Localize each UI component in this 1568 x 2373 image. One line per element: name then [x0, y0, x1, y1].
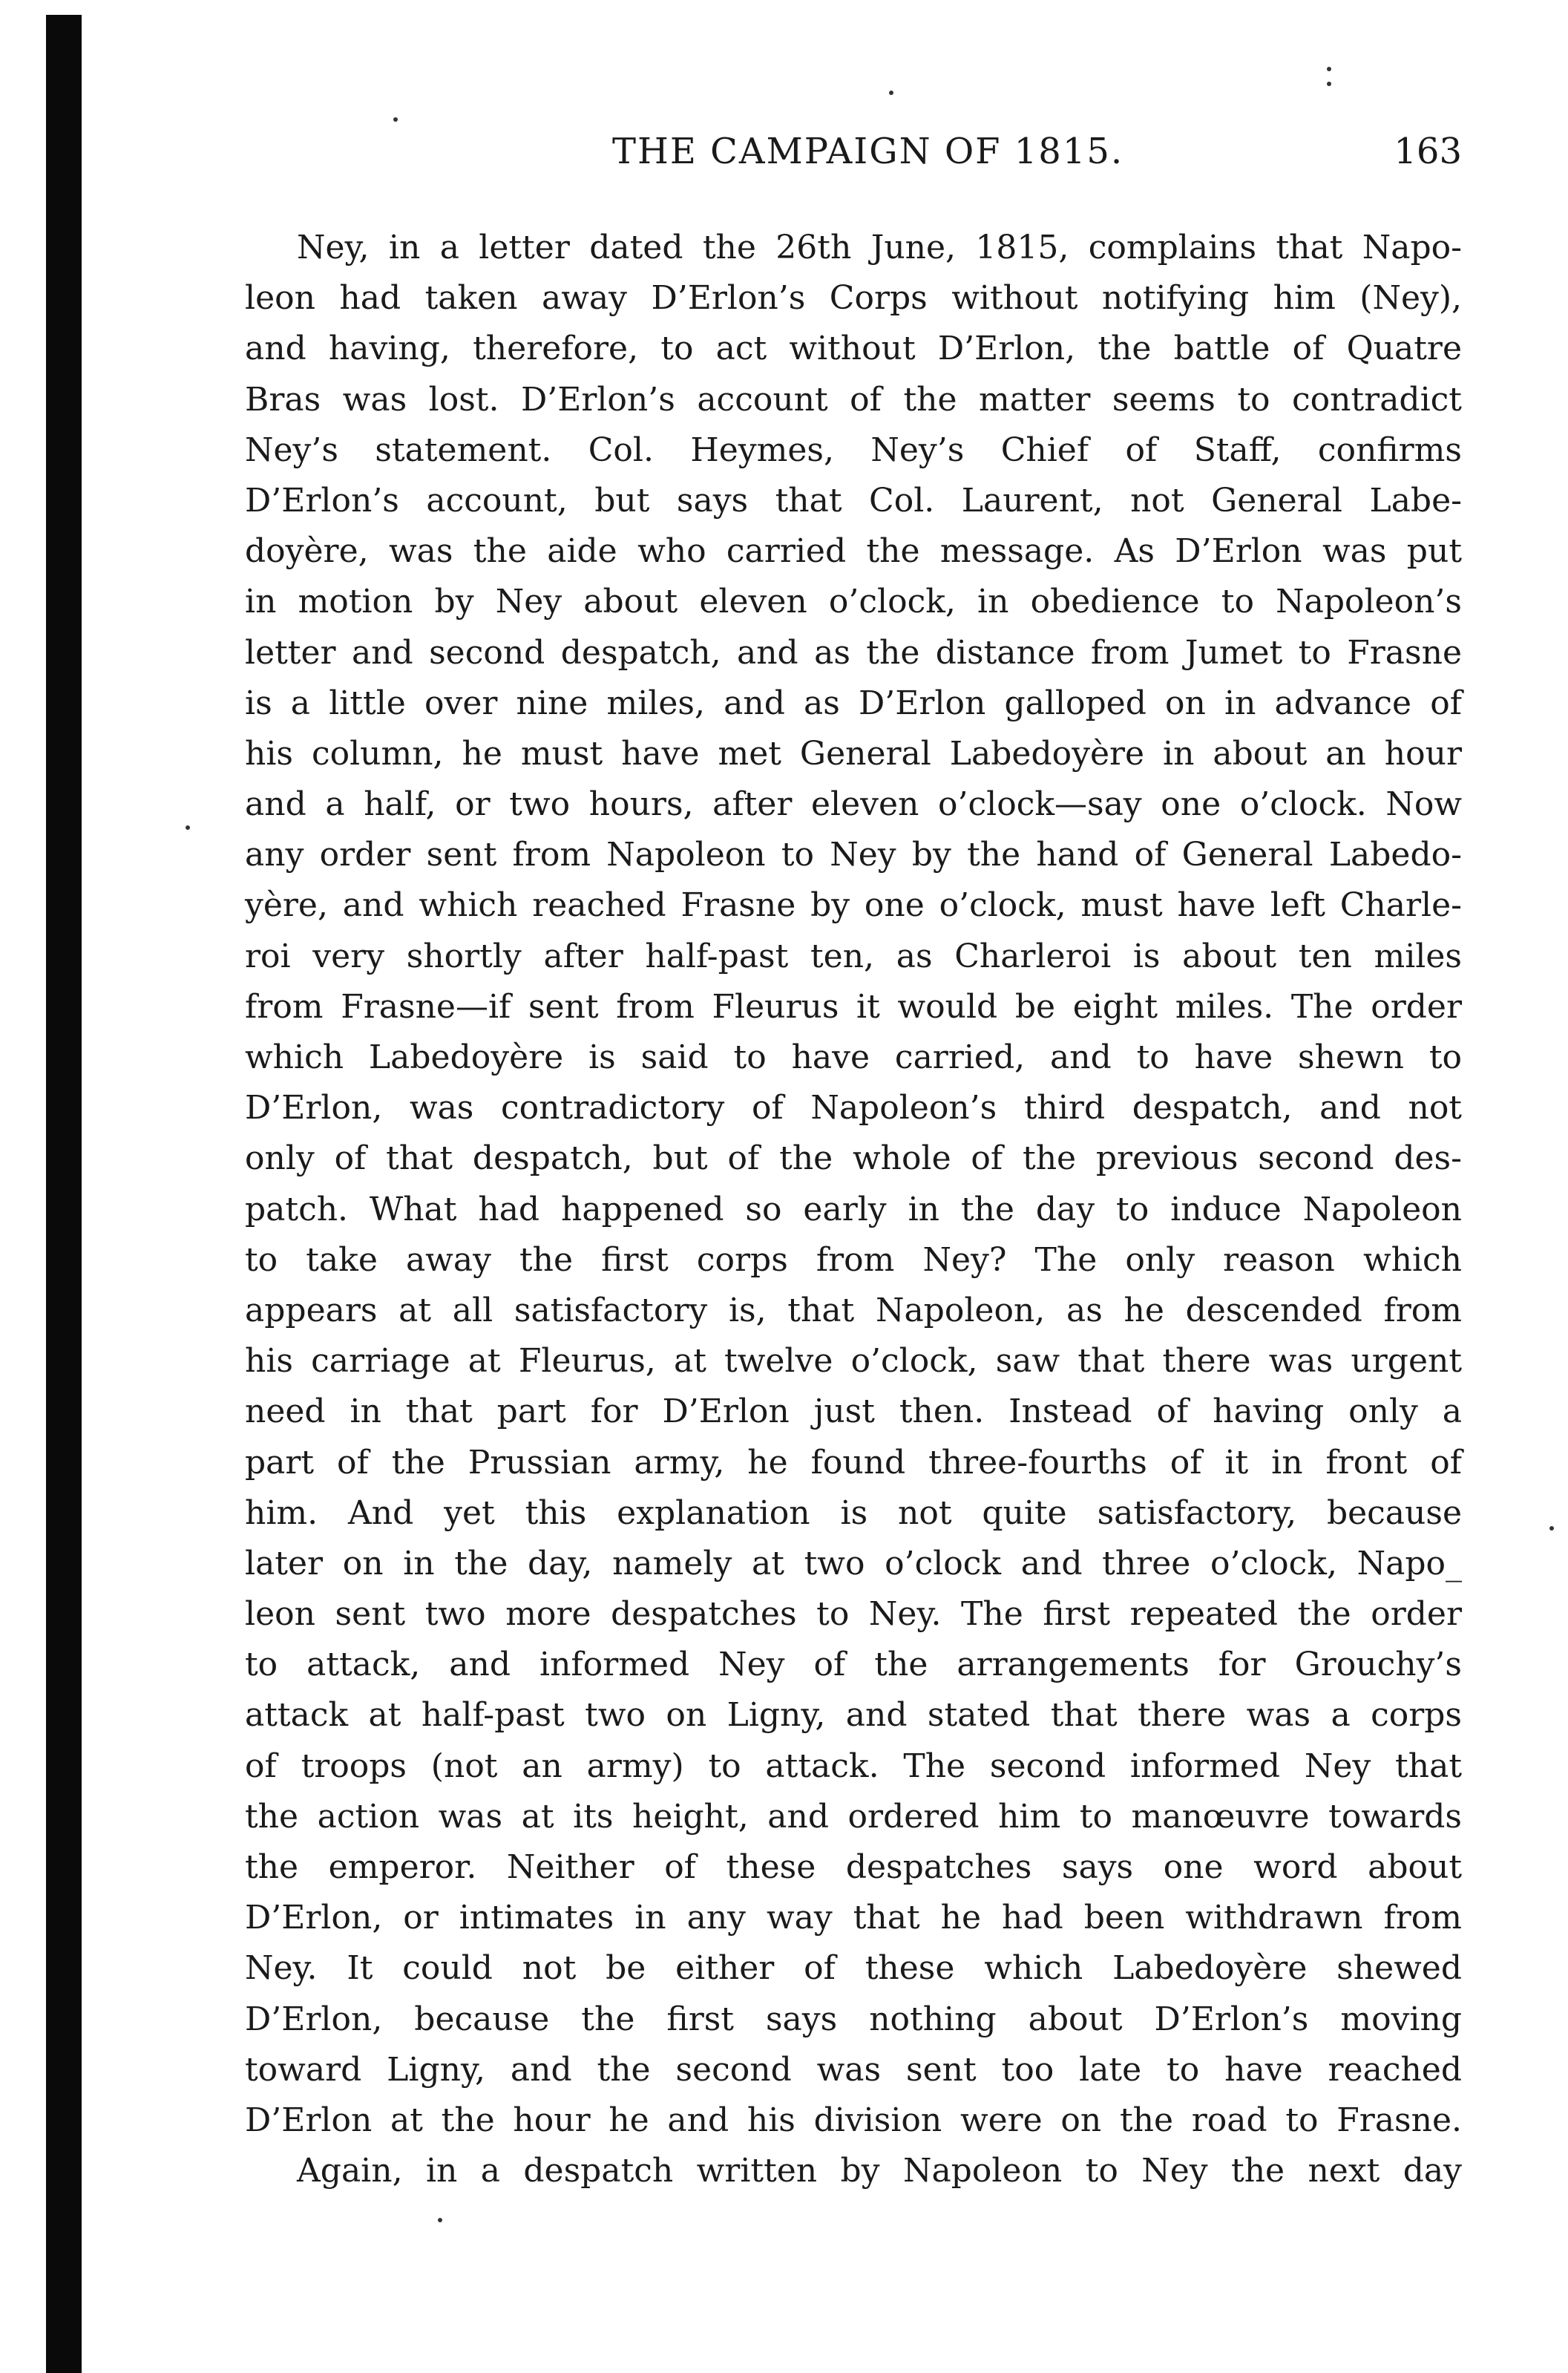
- text-line: Again, in a despatch written by Napoleon to Ney the next day: [297, 2152, 1462, 2190]
- text-line: his column, he must have met General Labedoyère in about an hour: [245, 734, 1462, 773]
- text-line: the action was at its height, and ordered him to manœuvre towards: [245, 1797, 1462, 1836]
- text-line: toward Ligny, and the second was sent too late to have reached: [245, 2050, 1462, 2089]
- text-line: from Frasne—if sent from Fleurus it would be eight miles. The order: [245, 987, 1462, 1026]
- text-line: any order sent from Napoleon to Ney by the hand of General Labedo-: [245, 836, 1462, 874]
- scan-speck: [186, 825, 190, 830]
- text-line: doyère, was the aide who carried the message. As D’Erlon was put: [245, 532, 1462, 571]
- text-line: is a little over nine miles, and as D’Erlon galloped on in advance of: [245, 684, 1462, 722]
- text-line: patch. What had happened so early in the day to induce Napoleon: [245, 1190, 1462, 1228]
- text-line: him. And yet this explanation is not quite satisfactory, because: [245, 1493, 1462, 1532]
- text-line: Ney. It could not be either of these which Labedoyère shewed: [245, 1949, 1462, 1988]
- text-line: leon sent two more despatches to Ney. The first repeated the order: [245, 1595, 1462, 1634]
- scan-speck: [1549, 1526, 1554, 1531]
- text-line: only of that despatch, but of the whole of the previous second des-: [245, 1139, 1462, 1178]
- text-line: later on in the day, namely at two o’clock and three o’clock, Napo_: [245, 1544, 1462, 1582]
- text-line: D’Erlon, because the first says nothing about D’Erlon’s moving: [245, 2000, 1462, 2038]
- text-line: letter and second despatch, and as the distance from Jumet to Frasne: [245, 633, 1462, 672]
- text-line: to attack, and informed Ney of the arrangements for Grouchy’s: [245, 1646, 1462, 1684]
- text-line: to take away the first corps from Ney? The only reason which: [245, 1240, 1462, 1279]
- text-line: Ney’s statement. Col. Heymes, Ney’s Chief of Staff, confirms: [245, 431, 1462, 469]
- text-line: his carriage at Fleurus, at twelve o’clock, saw that there was urgent: [245, 1342, 1462, 1381]
- text-line: D’Erlon at the hour he and his division were on the road to Frasne.: [245, 2101, 1462, 2139]
- text-line: D’Erlon, or intimates in any way that he had been withdrawn from: [245, 1899, 1462, 1937]
- text-line: part of the Prussian army, he found three-fourths of it in front of: [245, 1443, 1462, 1482]
- text-line: Ney, in a letter dated the 26th June, 1815, complains that Napo-: [297, 229, 1462, 266]
- binding-edge: [46, 15, 82, 2373]
- text-line: and having, therefore, to act without D’Erlon, the battle of Quatre: [245, 330, 1462, 368]
- text-line: attack at half-past two on Ligny, and stated that there was a corps: [245, 1696, 1462, 1735]
- scan-speck: [1327, 82, 1331, 86]
- text-line: in motion by Ney about eleven o’clock, in obedience to Napoleon’s: [245, 583, 1462, 621]
- running-title: THE CAMPAIGN OF 1815.: [612, 131, 1124, 172]
- scan-speck: [1327, 67, 1331, 71]
- page-number: 163: [1394, 131, 1462, 172]
- text-line: and a half, or two hours, after eleven o’clock—say one o’clock. Now: [245, 785, 1462, 824]
- text-line: of troops (not an army) to attack. The second informed Ney that: [245, 1747, 1462, 1785]
- body-text: [245, 223, 1462, 2196]
- text-line: D’Erlon, was contradictory of Napoleon’s third despatch, and not: [245, 1089, 1462, 1127]
- text-line: appears at all satisfactory is, that Napoleon, as he descended from: [245, 1291, 1462, 1329]
- scan-speck: [438, 2218, 442, 2222]
- text-line: which Labedoyère is said to have carried, and to have shewn to: [245, 1038, 1462, 1076]
- text-line: leon had taken away D’Erlon’s Corps without notifying him (Ney),: [245, 279, 1462, 318]
- page-header: [245, 131, 1462, 183]
- text-line: need in that part for D’Erlon just then. Instead of having only a: [245, 1392, 1462, 1431]
- text-line: Bras was lost. D’Erlon’s account of the matter seems to contradict: [245, 380, 1462, 419]
- text-line: the emperor. Neither of these despatches says one word about: [245, 1848, 1462, 1886]
- text-line: D’Erlon’s account, but says that Col. Laurent, not General Labe-: [245, 481, 1462, 520]
- text-line: roi very shortly after half-past ten, as Charleroi is about ten miles: [245, 937, 1462, 975]
- scan-speck: [393, 117, 398, 122]
- scan-speck: [889, 91, 893, 95]
- text-line: yère, and which reached Frasne by one o’clock, must have left Charle-: [245, 886, 1462, 925]
